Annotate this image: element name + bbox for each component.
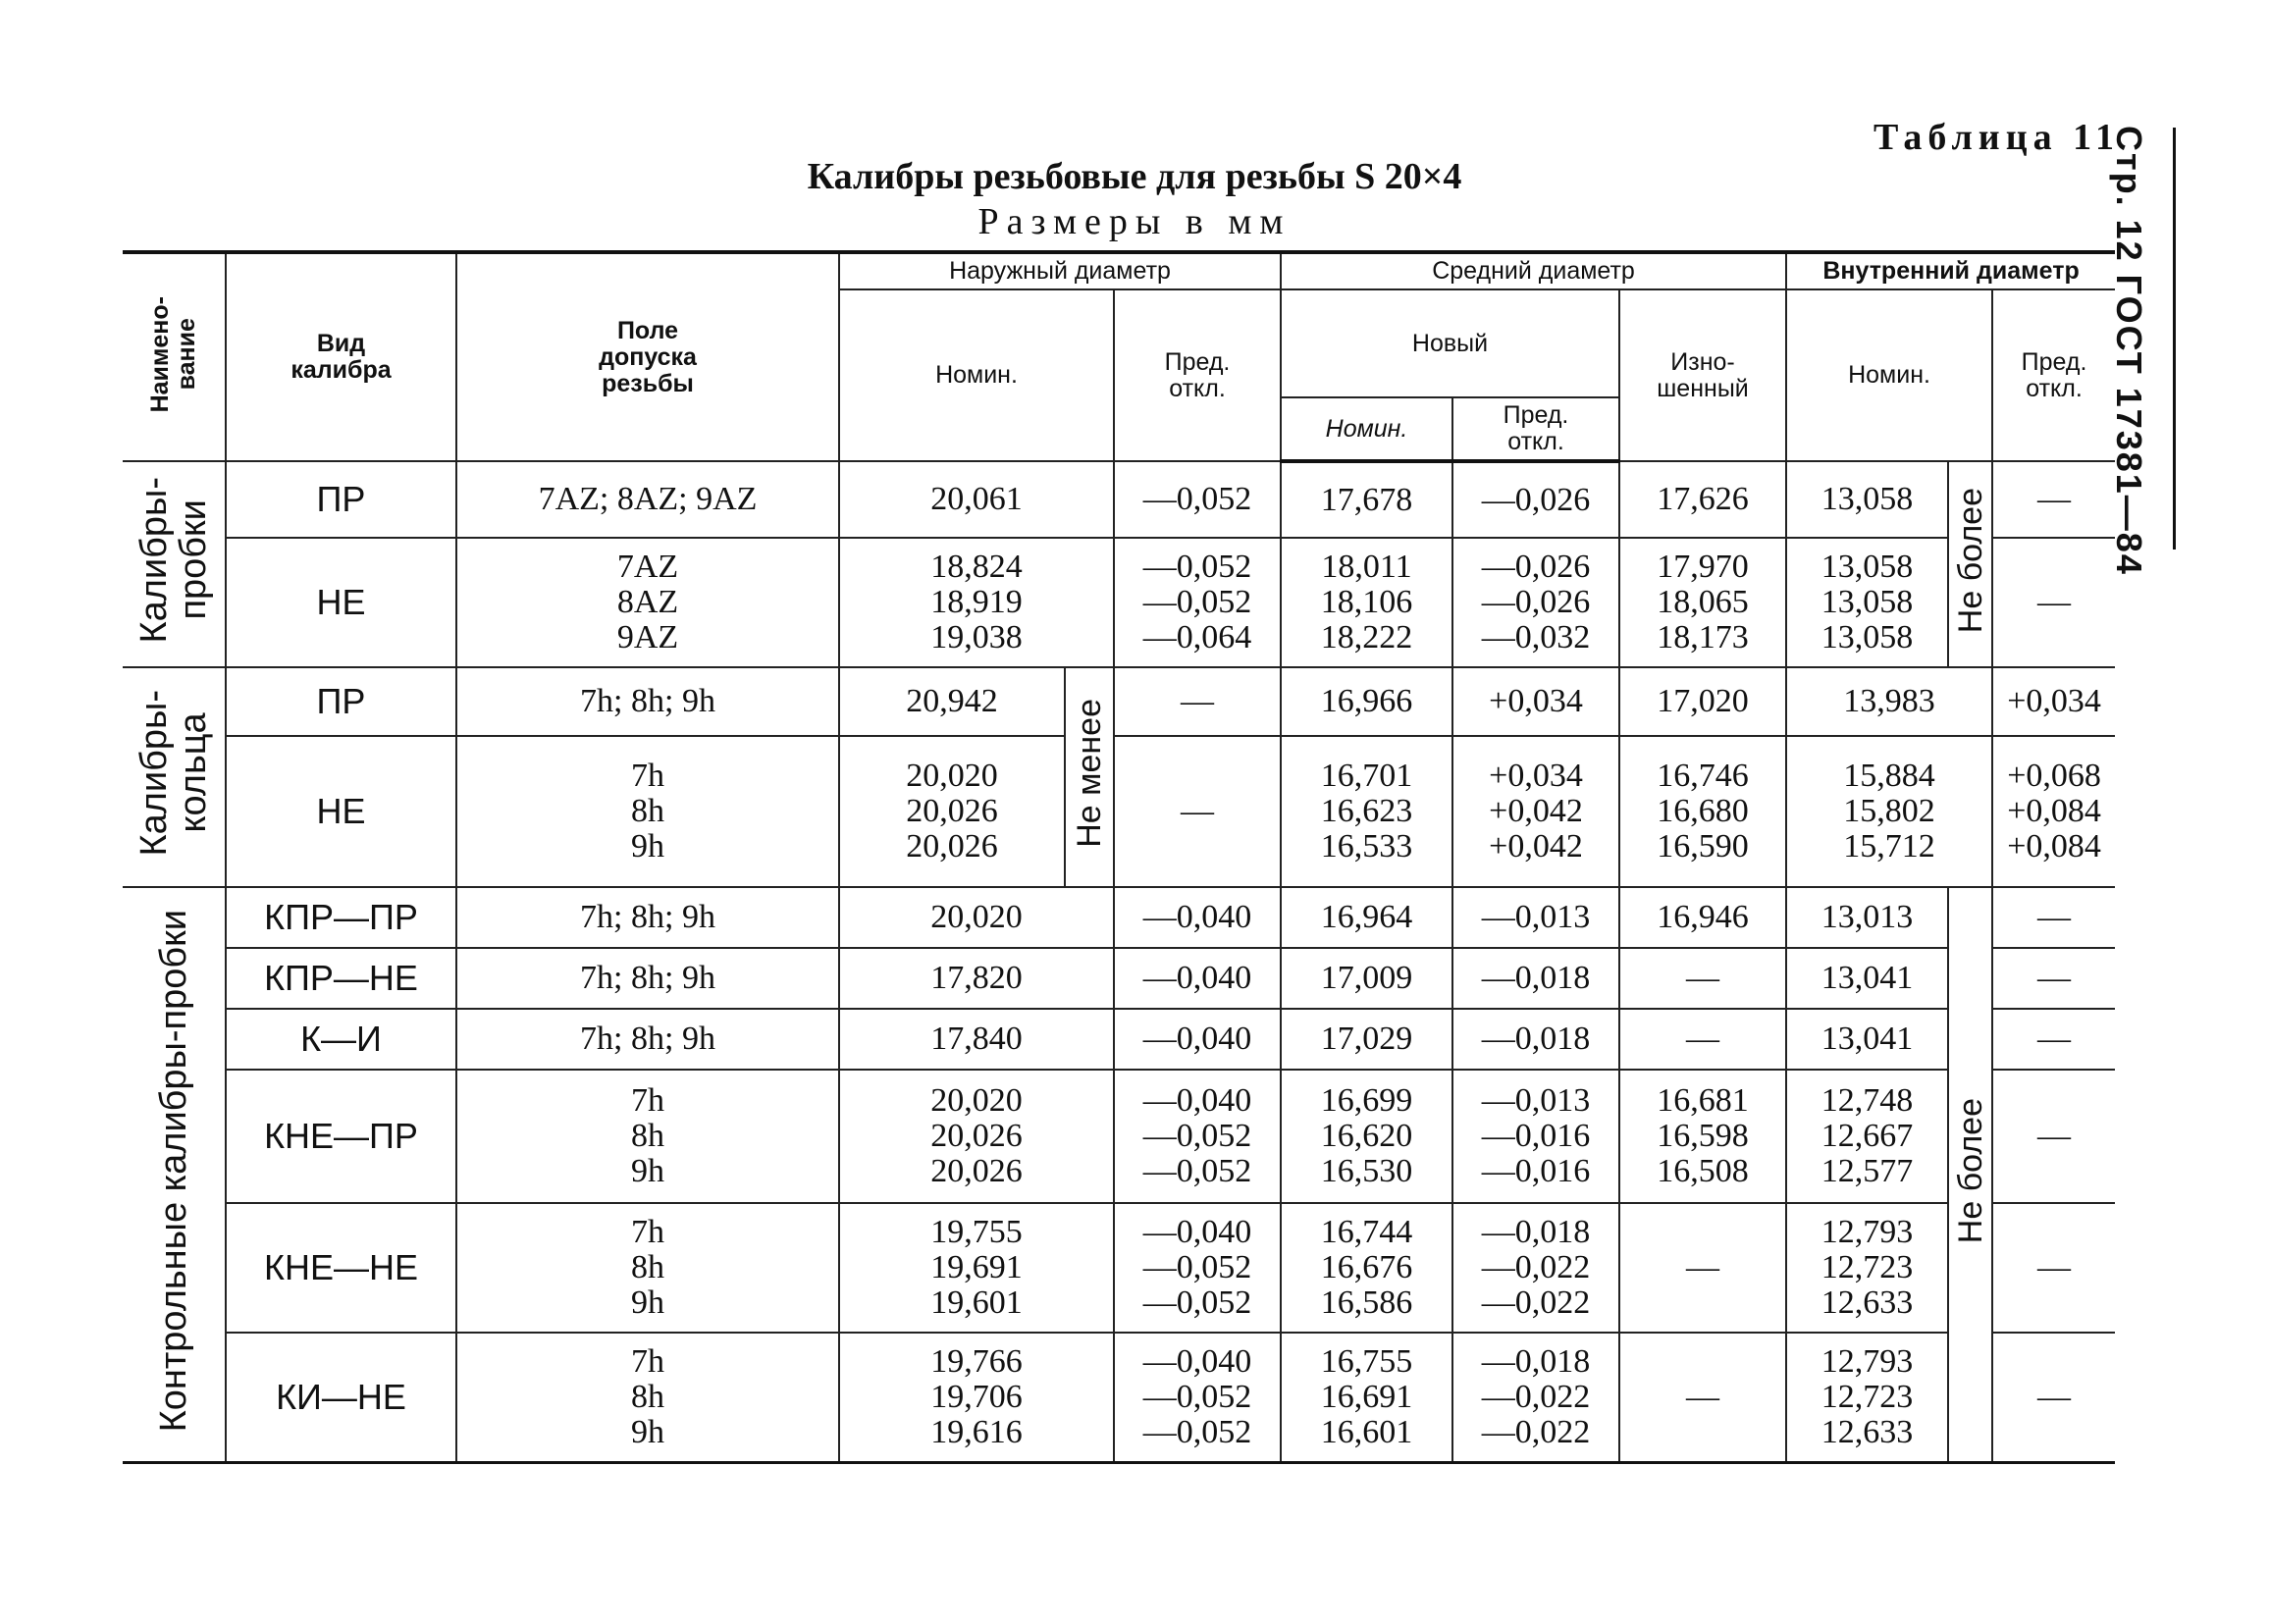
gauge-kind: КНЕ—ПР — [226, 1070, 456, 1203]
gauge-kind: КПР—ПР — [226, 887, 456, 948]
middle-nominal: 17,029 — [1281, 1009, 1452, 1070]
middle-worn: 16,946 — [1619, 887, 1786, 948]
group-control-plug-gauges: Контрольные калибры-пробки — [123, 887, 226, 1462]
table-row — [123, 1070, 2115, 1203]
inner-nominal: 13,058 13,058 13,058 — [1786, 538, 1948, 667]
inner-deviation: — — [1992, 1070, 2115, 1203]
margin-rule — [2173, 128, 2176, 550]
gauge-kind: К—И — [226, 1009, 456, 1070]
outer-deviation: —0,040 — [1114, 1009, 1281, 1070]
middle-nominal: 18,011 18,106 18,222 — [1281, 538, 1452, 667]
middle-nominal: 16,755 16,691 16,601 — [1281, 1333, 1452, 1462]
outer-nominal: 17,840 — [839, 1009, 1114, 1070]
header-inner-nominal: Номин. — [1786, 289, 1992, 461]
middle-worn: 17,020 — [1619, 667, 1786, 736]
middle-nominal: 17,678 — [1281, 461, 1452, 538]
outer-deviation: — — [1114, 736, 1281, 887]
thread-tolerance: 7h 8h 9h — [456, 1203, 839, 1333]
middle-worn: 16,681 16,598 16,508 — [1619, 1070, 1786, 1203]
middle-deviation: —0,018 —0,022 —0,022 — [1452, 1203, 1619, 1333]
header-outer-deviation: Пред. откл. — [1114, 289, 1281, 461]
middle-deviation: —0,018 —0,022 —0,022 — [1452, 1333, 1619, 1462]
table-number: Таблица 11 — [1873, 117, 2120, 158]
middle-worn: — — [1619, 1009, 1786, 1070]
gauge-kind: ПР — [226, 461, 456, 538]
outer-nominal: 20,020 20,026 20,026 — [839, 1070, 1114, 1203]
middle-nominal: 17,009 — [1281, 948, 1452, 1009]
outer-nominal: 19,755 19,691 19,601 — [839, 1203, 1114, 1333]
thread-tolerance: 7h 8h 9h — [456, 736, 839, 887]
outer-nominal: 20,020 20,026 20,026 — [839, 736, 1065, 887]
table-row — [123, 1203, 2115, 1333]
outer-nominal: 17,820 — [839, 948, 1114, 1009]
thread-tolerance: 7h 8h 9h — [456, 1333, 839, 1462]
gauge-kind: КИ—НЕ — [226, 1333, 456, 1462]
outer-nominal: 18,824 18,919 19,038 — [839, 538, 1114, 667]
middle-worn: — — [1619, 1333, 1786, 1462]
middle-nominal: 16,966 — [1281, 667, 1452, 736]
header-worn: Изно- шенный — [1619, 289, 1786, 461]
table-row — [123, 948, 2115, 1009]
outer-deviation: —0,040 — [1114, 887, 1281, 948]
outer-nominal: 20,061 — [839, 461, 1114, 538]
inner-nominal: 13,041 — [1786, 948, 1948, 1009]
table-row — [123, 887, 2115, 948]
table-row — [123, 1333, 2115, 1462]
inner-nominal: 12,793 12,723 12,633 — [1786, 1203, 1948, 1333]
units-note: Размеры в мм — [977, 201, 1292, 242]
group-plug-gauges: Калибры- пробки — [123, 461, 226, 667]
middle-worn: — — [1619, 948, 1786, 1009]
inner-nominal: 13,041 — [1786, 1009, 1948, 1070]
header-row-1 — [123, 252, 2115, 289]
outer-nominal: 19,766 19,706 19,616 — [839, 1333, 1114, 1462]
inner-nominal: 13,013 — [1786, 887, 1948, 948]
inner-deviation: — — [1992, 1203, 2115, 1333]
page-reference: Стр. 12 ГОСТ 17381—84 — [2109, 126, 2149, 576]
inner-deviation: — — [1992, 1333, 2115, 1462]
inner-deviation: — — [1992, 887, 2115, 948]
middle-deviation: —0,026 — [1452, 461, 1619, 538]
thread-tolerance: 7AZ; 8AZ; 9AZ — [456, 461, 839, 538]
gauge-kind: КНЕ—НЕ — [226, 1203, 456, 1333]
table-row — [123, 667, 2115, 736]
thread-tolerance: 7h; 8h; 9h — [456, 667, 839, 736]
middle-worn: 17,626 — [1619, 461, 1786, 538]
header-kind: Вид калибра — [226, 252, 456, 461]
middle-deviation: —0,018 — [1452, 1009, 1619, 1070]
inner-nominal: 13,983 — [1786, 667, 1992, 736]
thread-tolerance: 7h 8h 9h — [456, 1070, 839, 1203]
gauge-kind: НЕ — [226, 736, 456, 887]
middle-nominal: 16,699 16,620 16,530 — [1281, 1070, 1452, 1203]
thread-tolerance: 7AZ 8AZ 9AZ — [456, 538, 839, 667]
inner-deviation: — — [1992, 948, 2115, 1009]
table-row — [123, 538, 2115, 667]
inner-nominal: 15,884 15,802 15,712 — [1786, 736, 1992, 887]
inner-nominal: 12,748 12,667 12,577 — [1786, 1070, 1948, 1203]
gauge-kind: НЕ — [226, 538, 456, 667]
thread-tolerance: 7h; 8h; 9h — [456, 948, 839, 1009]
inner-deviation: — — [1992, 1009, 2115, 1070]
header-name: Наимено- вание — [123, 252, 226, 461]
inner-deviation: +0,034 — [1992, 667, 2115, 736]
gauge-dimensions-table — [123, 250, 2115, 1464]
middle-worn: 16,746 16,680 16,590 — [1619, 736, 1786, 887]
thread-tolerance: 7h; 8h; 9h — [456, 1009, 839, 1070]
group-ring-gauges: Калибры- кольца — [123, 667, 226, 887]
outer-deviation: —0,040 —0,052 —0,052 — [1114, 1333, 1281, 1462]
note-not-less: Не менее — [1065, 667, 1114, 887]
outer-deviation: —0,040 —0,052 —0,052 — [1114, 1203, 1281, 1333]
table-caption: Калибры резьбовые для резьбы S 20×4 — [807, 156, 1462, 197]
header-inner-diameter: Внутренний диаметр — [1786, 252, 2115, 289]
table-row — [123, 1009, 2115, 1070]
header-middle-deviation: Пред. откл. — [1452, 397, 1619, 461]
inner-deviation: — — [1992, 461, 2115, 538]
middle-worn: 17,970 18,065 18,173 — [1619, 538, 1786, 667]
middle-worn: — — [1619, 1203, 1786, 1333]
table-row — [123, 736, 2115, 887]
inner-deviation: — — [1992, 538, 2115, 667]
outer-nominal: 20,020 — [839, 887, 1114, 948]
outer-deviation: —0,040 — [1114, 948, 1281, 1009]
header-outer-diameter: Наружный диаметр — [839, 252, 1281, 289]
header-new: Новый — [1281, 289, 1619, 397]
middle-deviation: —0,013 — [1452, 887, 1619, 948]
gauge-kind: КПР—НЕ — [226, 948, 456, 1009]
middle-nominal: 16,701 16,623 16,533 — [1281, 736, 1452, 887]
outer-deviation: —0,040 —0,052 —0,052 — [1114, 1070, 1281, 1203]
outer-deviation: — — [1114, 667, 1281, 736]
table-row — [123, 461, 2115, 538]
thread-tolerance: 7h; 8h; 9h — [456, 887, 839, 948]
header-outer-nominal: Номин. — [839, 289, 1114, 461]
middle-nominal: 16,964 — [1281, 887, 1452, 948]
header-middle-diameter: Средний диаметр — [1281, 252, 1786, 289]
inner-nominal: 13,058 — [1786, 461, 1948, 538]
outer-deviation: —0,052 — [1114, 461, 1281, 538]
middle-deviation: —0,013 —0,016 —0,016 — [1452, 1070, 1619, 1203]
inner-deviation: +0,068 +0,084 +0,084 — [1992, 736, 2115, 887]
gauge-kind: ПР — [226, 667, 456, 736]
note-not-more: Не более — [1948, 887, 1992, 1462]
note-not-more: Не более — [1948, 461, 1992, 667]
middle-deviation: —0,026 —0,026 —0,032 — [1452, 538, 1619, 667]
outer-deviation: —0,052 —0,052 —0,064 — [1114, 538, 1281, 667]
middle-deviation: +0,034 +0,042 +0,042 — [1452, 736, 1619, 887]
header-tolerance: Поле допуска резьбы — [456, 252, 839, 461]
middle-deviation: +0,034 — [1452, 667, 1619, 736]
header-inner-deviation: Пред. откл. — [1992, 289, 2115, 461]
inner-nominal: 12,793 12,723 12,633 — [1786, 1333, 1948, 1462]
outer-nominal: 20,942 — [839, 667, 1065, 736]
middle-nominal: 16,744 16,676 16,586 — [1281, 1203, 1452, 1333]
header-middle-nominal: Номин. — [1281, 397, 1452, 461]
middle-deviation: —0,018 — [1452, 948, 1619, 1009]
